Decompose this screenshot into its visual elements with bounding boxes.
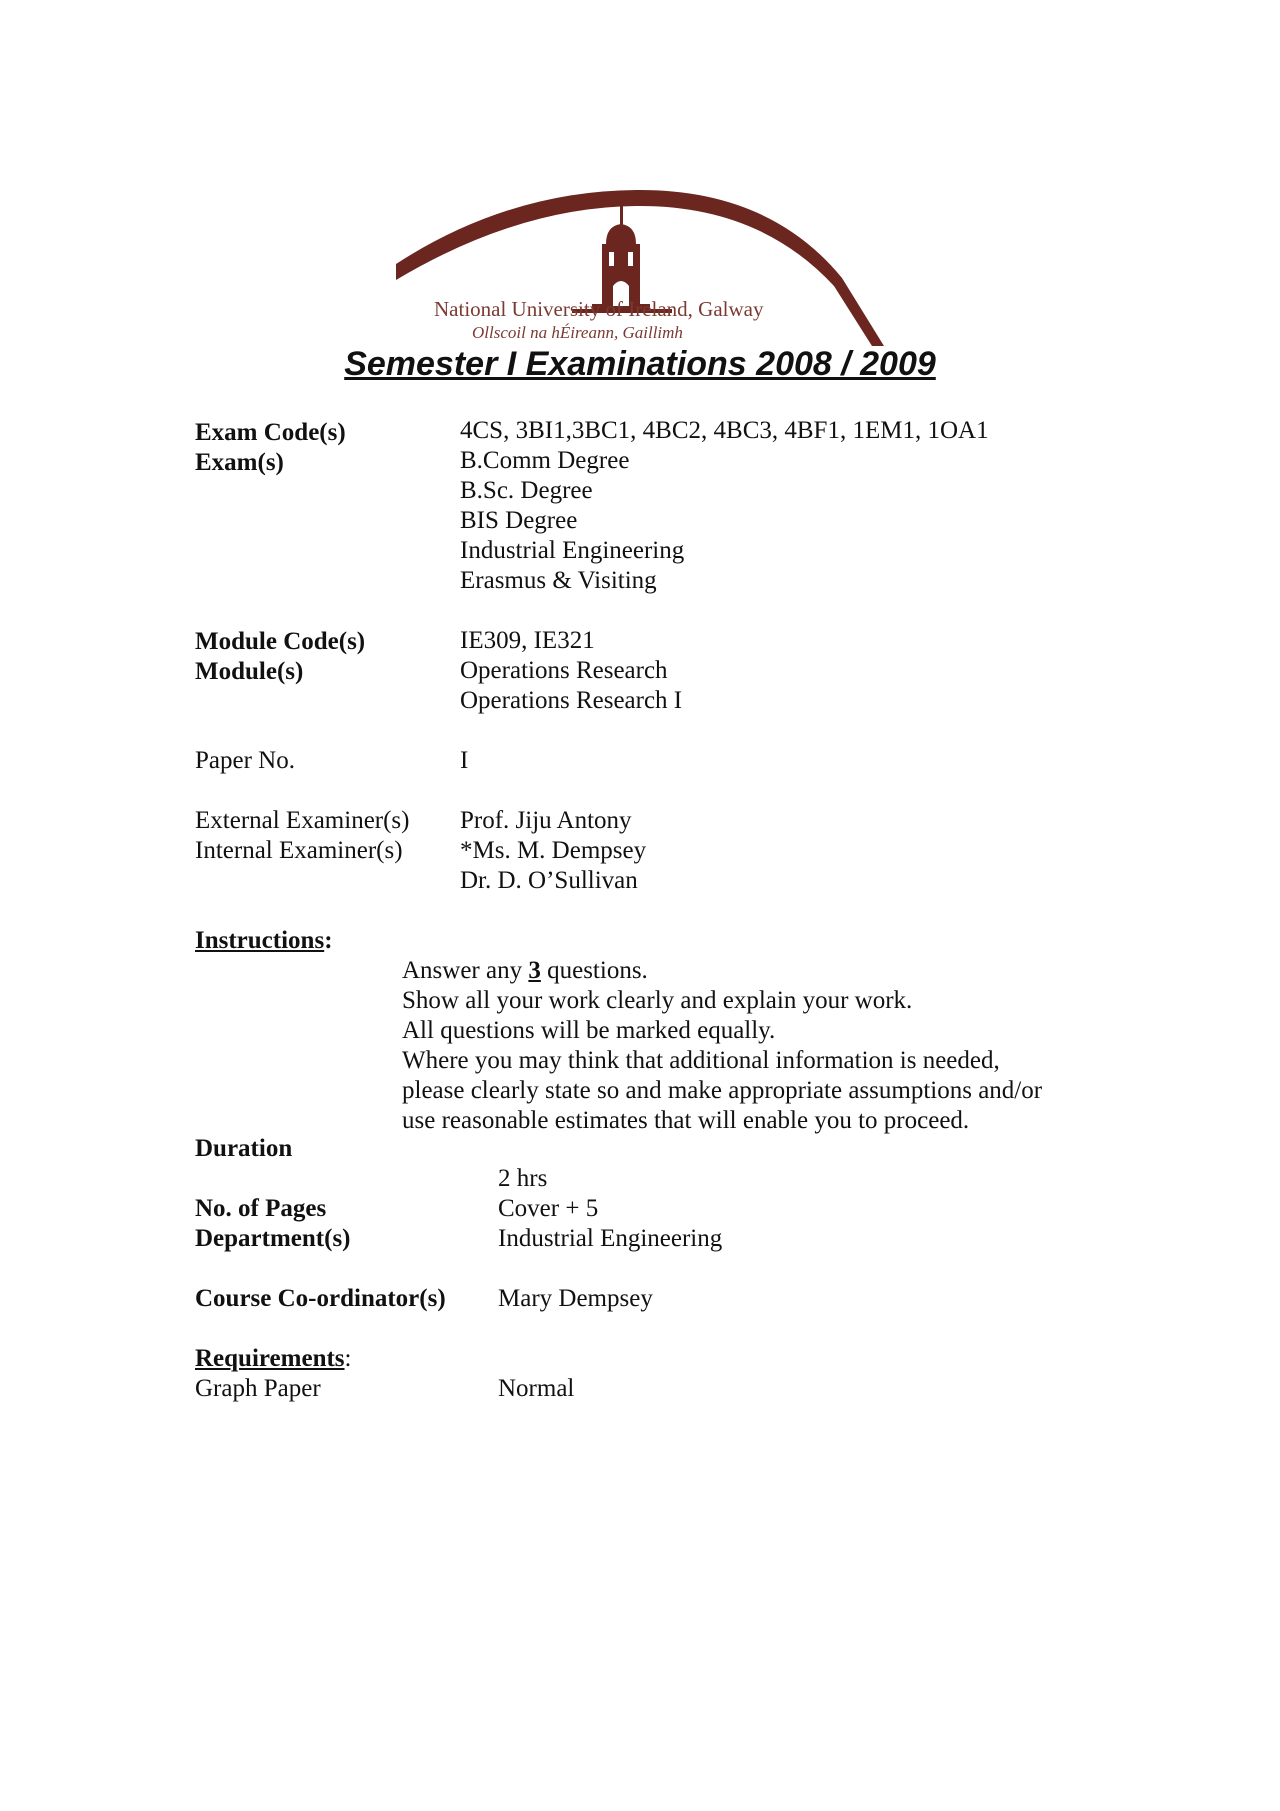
page-title: Semester I Examinations 2008 / 2009 [344, 345, 936, 383]
graph-paper-label: Graph Paper [195, 1375, 321, 1402]
exam-codes-value: 4CS, 3BI1,3BC1, 4BC2, 4BC3, 4BF1, 1EM1, 1OA1 [460, 417, 989, 444]
external-examiners-label: External Examiner(s) [195, 807, 410, 834]
requirements-label: Requirements [195, 1345, 345, 1372]
exam-item: BIS Degree [460, 507, 578, 534]
pages-label: No. of Pages [195, 1195, 327, 1222]
answer-suffix: questions. [540, 957, 648, 984]
internal-examiner-item: Dr. D. O’Sullivan [460, 867, 638, 894]
exams-label: Exam(s) [195, 449, 284, 476]
exam-item: B.Sc. Degree [460, 477, 593, 504]
instructions-label: Instructions [195, 927, 325, 954]
module-codes-value: IE309, IE321 [460, 627, 595, 654]
duration-value: 2 hrs [498, 1165, 548, 1192]
exam-item: Erasmus & Visiting [460, 567, 657, 594]
paper-no-value: I [460, 747, 469, 774]
answer-prefix: Answer any [402, 957, 529, 984]
exam-item: Industrial Engineering [460, 537, 685, 564]
instruction-item: Show all your work clearly and explain your work. [402, 987, 913, 1014]
graph-paper-value: Normal [498, 1375, 575, 1402]
instruction-item: All questions will be marked equally. [402, 1017, 776, 1044]
departments-value: Industrial Engineering [498, 1225, 723, 1252]
duration-label: Duration [195, 1135, 293, 1162]
paper-no-label: Paper No. [195, 747, 295, 774]
modules-label: Module(s) [195, 658, 304, 685]
internal-examiners-label: Internal Examiner(s) [195, 837, 403, 864]
departments-label: Department(s) [195, 1225, 351, 1252]
modules-list [460, 656, 682, 716]
internal-examiners-list [460, 836, 646, 896]
coordinators-value: Mary Dempsey [498, 1285, 653, 1312]
coordinators-label: Course Co-ordinator(s) [195, 1285, 446, 1312]
exam-item: B.Comm Degree [460, 447, 630, 474]
requirements-colon: : [344, 1345, 352, 1372]
instructions-colon: : [324, 927, 333, 954]
internal-examiner-item: *Ms. M. Dempsey [460, 837, 647, 864]
instruction-item [402, 956, 1042, 986]
module-codes-label: Module Code(s) [195, 628, 366, 655]
external-examiners-value: Prof. Jiju Antony [460, 807, 632, 834]
logo-line-2: Ollscoil na hÉireann, Gaillimh [472, 323, 683, 342]
instruction-item: Where you may think that additional information is needed, [402, 1047, 1000, 1074]
instructions-list [402, 956, 1042, 1136]
instruction-item: please clearly state so and make appropriate assumptions and/or [402, 1077, 1043, 1104]
logo-line-1: National University of Ireland, Galway [434, 297, 764, 321]
answer-number: 3 [528, 957, 541, 984]
instruction-item: use reasonable estimates that will enable you to proceed. [402, 1107, 970, 1134]
pages-value: Cover + 5 [498, 1195, 599, 1222]
exams-list [460, 446, 684, 596]
university-logo [390, 188, 895, 348]
module-item: Operations Research I [460, 687, 683, 714]
instructions-heading [195, 926, 333, 956]
exam-codes-label: Exam Code(s) [195, 419, 346, 446]
requirements-heading [195, 1344, 351, 1374]
module-item: Operations Research [460, 657, 668, 684]
